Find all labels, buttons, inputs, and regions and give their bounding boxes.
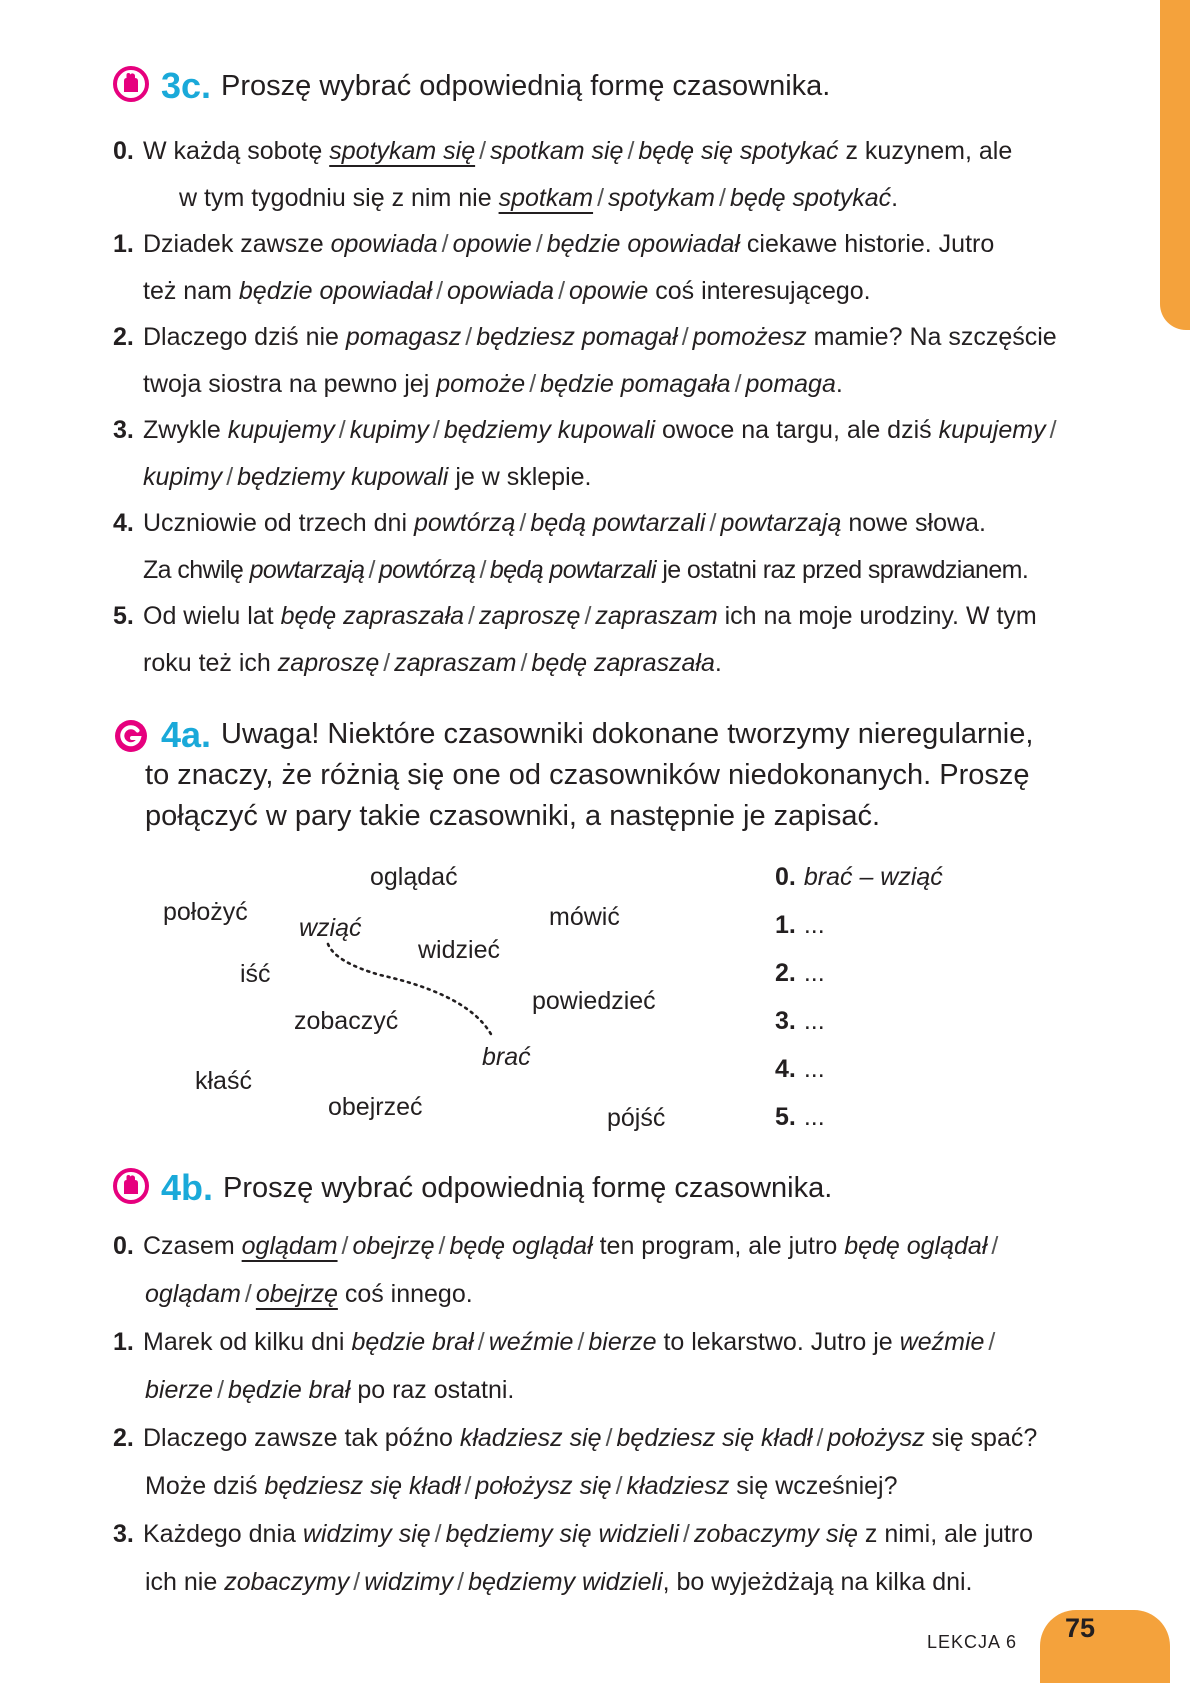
option[interactable]: opowiada [330, 230, 438, 258]
grammar-g-icon [113, 718, 149, 754]
word-zobaczyc[interactable]: zobaczyć [294, 1007, 399, 1035]
list-item: 0. Czasem oglądam / obejrzę / będę oglądał ten program, ale jutro będę oglądał / oglądam / obejrzę coś innego. [113, 1222, 1113, 1318]
lesson-label: LEKCJA 6 [927, 1632, 1018, 1652]
option[interactable]: kładziesz się [459, 1424, 602, 1452]
option[interactable]: powtórzą [413, 509, 516, 537]
word-pojsc[interactable]: pójść [607, 1104, 666, 1132]
option[interactable]: opowiada [447, 276, 555, 305]
option[interactable]: zapraszam [595, 602, 718, 630]
option[interactable]: będzie opowiadał [238, 276, 433, 305]
option[interactable]: weźmie [899, 1328, 985, 1356]
item-number: 5. [113, 602, 134, 630]
option[interactable]: zobaczymy się [694, 1520, 858, 1548]
hand-raised-icon [113, 1168, 149, 1204]
option[interactable]: obejrzę [352, 1232, 435, 1260]
option[interactable]: spotykam [608, 183, 715, 212]
option[interactable]: widzimy się [302, 1520, 431, 1548]
list-item: 4. Uczniowie od trzech dni powtórzą / będą powtarzali / powtarzają nowe słowa. Za chwilę powtarzają / powtórzą / będą powtarzali je ostatni raz przed sprawdzianem. [113, 500, 1113, 593]
section-title: Proszę wybrać odpowiednią formę czasownika. [221, 70, 831, 102]
option[interactable]: oglądam [145, 1280, 241, 1308]
list-item: 0. W każdą sobotę spotykam się / spotkam się / będę się spotykać z kuzynem, ale w tym tygodniu się z nim nie spotkam / spotykam / będę spotykać. [113, 128, 1113, 221]
option-selected[interactable]: spotkam [498, 183, 594, 212]
option[interactable]: bierze [145, 1376, 214, 1404]
item-number: 2. [113, 1424, 134, 1452]
list-item: 1. Marek od kilku dni będzie brał / weźmie / bierze to lekarstwo. Jutro je weźmie / bierze / będzie brał po raz ostatni. [113, 1318, 1113, 1414]
item-number: 2. [113, 323, 134, 351]
word-klasc[interactable]: kłaść [195, 1067, 252, 1095]
section-4b-header [113, 1166, 832, 1210]
option[interactable]: będzie brał [228, 1376, 351, 1404]
word-isc[interactable]: iść [240, 960, 271, 988]
option[interactable]: pomożesz [692, 323, 807, 351]
word-mowic[interactable]: mówić [549, 903, 620, 931]
option[interactable]: będę oglądał [844, 1232, 988, 1260]
option[interactable]: będę zapraszała [280, 602, 465, 630]
option[interactable]: położysz się [475, 1472, 612, 1500]
item-number: 0. [113, 137, 134, 165]
section-number: 3c. [161, 65, 212, 106]
answer-row: 0. brać – wziąć [775, 863, 943, 891]
option[interactable]: kupimy [349, 416, 429, 444]
option[interactable]: będą powtarzali [489, 555, 656, 584]
option[interactable]: bierze [588, 1328, 657, 1356]
option-selected[interactable]: spotykam się [329, 137, 476, 165]
section-3c-header [113, 64, 830, 108]
option[interactable]: będziesz się kładł [616, 1424, 813, 1452]
item-number: 0. [113, 1232, 134, 1260]
option[interactable]: kupimy [143, 462, 223, 491]
option-selected[interactable]: obejrzę [255, 1280, 338, 1308]
section-title: Uwaga! Niektóre czasowniki dokonane tworzymy nieregularnie, to znaczy, że różnią się one od czasowników niedokonanych. Proszę połączyć w pary takie czasowniki, a następnie je zapisać. [145, 718, 1034, 832]
option[interactable]: zaproszę [277, 648, 380, 677]
option[interactable]: powtarzają [249, 555, 365, 584]
exercise-4b-list [113, 1222, 1113, 1606]
word-brac[interactable]: brać [482, 1043, 531, 1071]
list-item: 3. Każdego dnia widzimy się / będziemy się widzieli / zobaczymy się z nimi, ale jutro ich nie zobaczymy / widzimy / będziemy widzieli, bo wyjeżdżają na kilka dni. [113, 1510, 1113, 1606]
option[interactable]: będę zapraszała [531, 648, 715, 677]
option[interactable]: kupujemy [938, 416, 1046, 444]
option[interactable]: kupujemy [227, 416, 335, 444]
option[interactable]: będę się spotykać [638, 137, 839, 165]
option[interactable]: widzimy [364, 1568, 454, 1596]
option[interactable]: zobaczymy [224, 1568, 350, 1596]
option[interactable]: pomoże [436, 369, 526, 398]
option[interactable]: kładziesz [626, 1472, 730, 1500]
item-number: 3. [113, 416, 134, 444]
word-polozyc[interactable]: położyć [163, 898, 248, 926]
option[interactable]: będzie pomagała [540, 369, 731, 398]
answer-row[interactable]: 4. ... [775, 1055, 825, 1083]
option-selected[interactable]: oglądam [241, 1232, 338, 1260]
section-4a-header [113, 714, 1101, 837]
list-item: 3. Zwykle kupujemy / kupimy / będziemy kupowali owoce na targu, ale dziś kupujemy / kupimy / będziemy kupowali je w sklepie. [113, 407, 1113, 500]
option[interactable]: będę oglądał [449, 1232, 593, 1260]
option[interactable]: powtarzają [720, 509, 842, 537]
answer-row[interactable]: 2. ... [775, 959, 825, 987]
option[interactable]: powtórzą [378, 555, 476, 584]
option[interactable]: będziemy się widzieli [445, 1520, 680, 1548]
option[interactable]: zaproszę [479, 602, 581, 630]
option[interactable]: będzie opowiadał [546, 230, 740, 258]
answer-row[interactable]: 3. ... [775, 1007, 825, 1035]
list-item: 2. Dlaczego zawsze tak późno kładziesz się / będziesz się kładł / położysz się spać? Może dziś będziesz się kładł / położysz się / kładziesz się wcześniej? [113, 1414, 1113, 1510]
exercise-3c-list [113, 128, 1113, 686]
word-widziec[interactable]: widzieć [418, 936, 500, 964]
section-title: Proszę wybrać odpowiednią formę czasownika. [223, 1172, 833, 1204]
option[interactable]: opowie [569, 276, 649, 305]
option[interactable]: będę spotykać [729, 183, 892, 212]
option[interactable]: pomagasz [345, 323, 462, 351]
option[interactable]: położysz [827, 1424, 925, 1452]
option[interactable]: będziemy widzieli [468, 1568, 663, 1596]
option[interactable]: będziemy kupowali [443, 416, 656, 444]
section-number: 4a. [161, 714, 212, 755]
option[interactable]: będziemy kupowali [237, 462, 449, 491]
option[interactable]: będą powtarzali [530, 509, 706, 537]
chapter-tab [1160, 0, 1190, 330]
list-item: 1. Dziadek zawsze opowiada / opowie / będzie opowiadał ciekawe historie. Jutro też nam będzie opowiadał / opowiada / opowie coś interesującego. [113, 221, 1113, 314]
answer-row[interactable]: 1. ... [775, 911, 825, 939]
list-item: 2. Dlaczego dziś nie pomagasz / będziesz pomagał / pomożesz mamie? Na szczęście twoja siostra na pewno jej pomoże / będzie pomagała / pomaga. [113, 314, 1113, 407]
word-powiedziec[interactable]: powiedzieć [532, 987, 656, 1015]
section-number: 4b. [161, 1167, 214, 1208]
word-obejrzec[interactable]: obejrzeć [328, 1093, 423, 1121]
option[interactable]: będzie brał [351, 1328, 474, 1356]
word-ogladac[interactable]: oglądać [370, 863, 458, 891]
option[interactable]: będziesz się kładł [264, 1472, 461, 1500]
option[interactable]: pomaga [745, 369, 836, 398]
item-number: 1. [113, 230, 134, 258]
option[interactable]: opowie [452, 230, 532, 258]
answer-row[interactable]: 5. ... [775, 1103, 825, 1131]
item-number: 3. [113, 1520, 134, 1548]
page-number-badge [1040, 1610, 1170, 1683]
option[interactable]: weźmie [488, 1328, 574, 1356]
option[interactable]: zapraszam [394, 648, 517, 677]
hand-raised-icon [113, 66, 149, 102]
page-number: 75 [1065, 1613, 1096, 1643]
item-number: 1. [113, 1328, 134, 1356]
list-item: 5. Od wielu lat będę zapraszała / zaproszę / zapraszam ich na moje urodziny. W tym roku też ich zaproszę / zapraszam / będę zapraszała. [113, 593, 1113, 686]
word-wziac[interactable]: wziąć [299, 914, 362, 942]
option[interactable]: spotkam się [490, 137, 624, 165]
option[interactable]: będziesz pomagał [476, 323, 678, 351]
item-number: 4. [113, 509, 134, 537]
